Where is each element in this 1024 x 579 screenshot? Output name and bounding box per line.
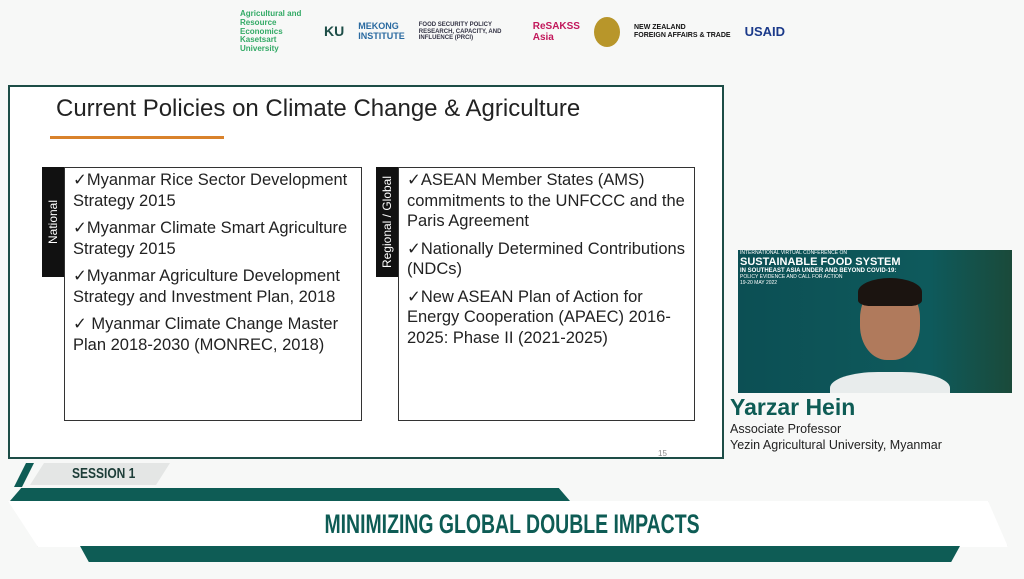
list-item: ✓Myanmar Rice Sector Development Strategy 2015 bbox=[73, 171, 348, 210]
page-number: 15 bbox=[658, 449, 667, 458]
speaker-image bbox=[850, 272, 930, 393]
speaker-role: Associate Professor Yezin Agricultural University, Myanmar bbox=[730, 422, 942, 452]
logo-prci: FOOD SECURITY POLICY RESEARCH, CAPACITY, AND INFLUENCE (PRCI) bbox=[418, 22, 502, 42]
logo-seal bbox=[594, 17, 620, 47]
list-item: ✓New ASEAN Plan of Action for Energy Cooperation (APAEC) 2016-2025: Phase II (2021-2025) bbox=[407, 287, 671, 347]
logo-mekong: MEKONG INSTITUTE bbox=[358, 21, 405, 41]
session-title: MINIMIZING GLOBAL DOUBLE IMPACTS bbox=[324, 509, 700, 539]
slide-title: Current Policies on Climate Change & Agriculture bbox=[56, 95, 581, 122]
list-item: ✓Nationally Determined Contributions (NDCs) bbox=[407, 239, 685, 278]
list-item: ✓ Myanmar Climate Change Master Plan 2018-2030 (MONREC, 2018) bbox=[73, 315, 339, 354]
sponsor-logos bbox=[240, 9, 786, 54]
title-underline bbox=[50, 136, 224, 139]
logo-usaid: USAID bbox=[744, 23, 786, 39]
logo-nz: NEW ZEALAND FOREIGN AFFAIRS & TRADE bbox=[633, 24, 731, 39]
logo-ku: KU bbox=[324, 23, 345, 40]
video-backdrop-text: INTERNATIONAL VIRTUAL CONFERENCE ON SUSTAINABLE FOOD SYSTEM IN SOUTHEAST ASIA UNDER AND BEYOND COVID-19: POLICY EVIDENCE AND CALL FOR ACTION 19-20 MAY 2022 bbox=[740, 250, 901, 286]
speaker-name: Yarzar Hein bbox=[730, 394, 856, 420]
list-item: ✓Myanmar Agriculture Development Strategy and Investment Plan, 2018 bbox=[73, 267, 340, 306]
logo-resakss: ReSAKSS Asia bbox=[532, 21, 580, 43]
logo-are-ku: Agricultural and Resource Economics Kasetsart University bbox=[240, 9, 302, 54]
speaker-video bbox=[738, 250, 1012, 393]
banner-band-top bbox=[10, 488, 570, 501]
national-label: National bbox=[42, 167, 64, 277]
list-item: ✓ASEAN Member States (AMS) commitments to the UNFCCC and the Paris Agreement bbox=[407, 171, 685, 230]
regional-label: Regional / Global bbox=[376, 167, 398, 277]
presentation-slide bbox=[8, 85, 724, 459]
banner-band-bottom bbox=[80, 546, 960, 562]
national-policies-box bbox=[64, 167, 362, 421]
regional-policies-box bbox=[398, 167, 695, 421]
session-label: SESSION 1 bbox=[72, 465, 136, 482]
list-item: ✓Myanmar Climate Smart Agriculture Strategy 2015 bbox=[73, 219, 348, 258]
session-mark bbox=[14, 463, 34, 487]
